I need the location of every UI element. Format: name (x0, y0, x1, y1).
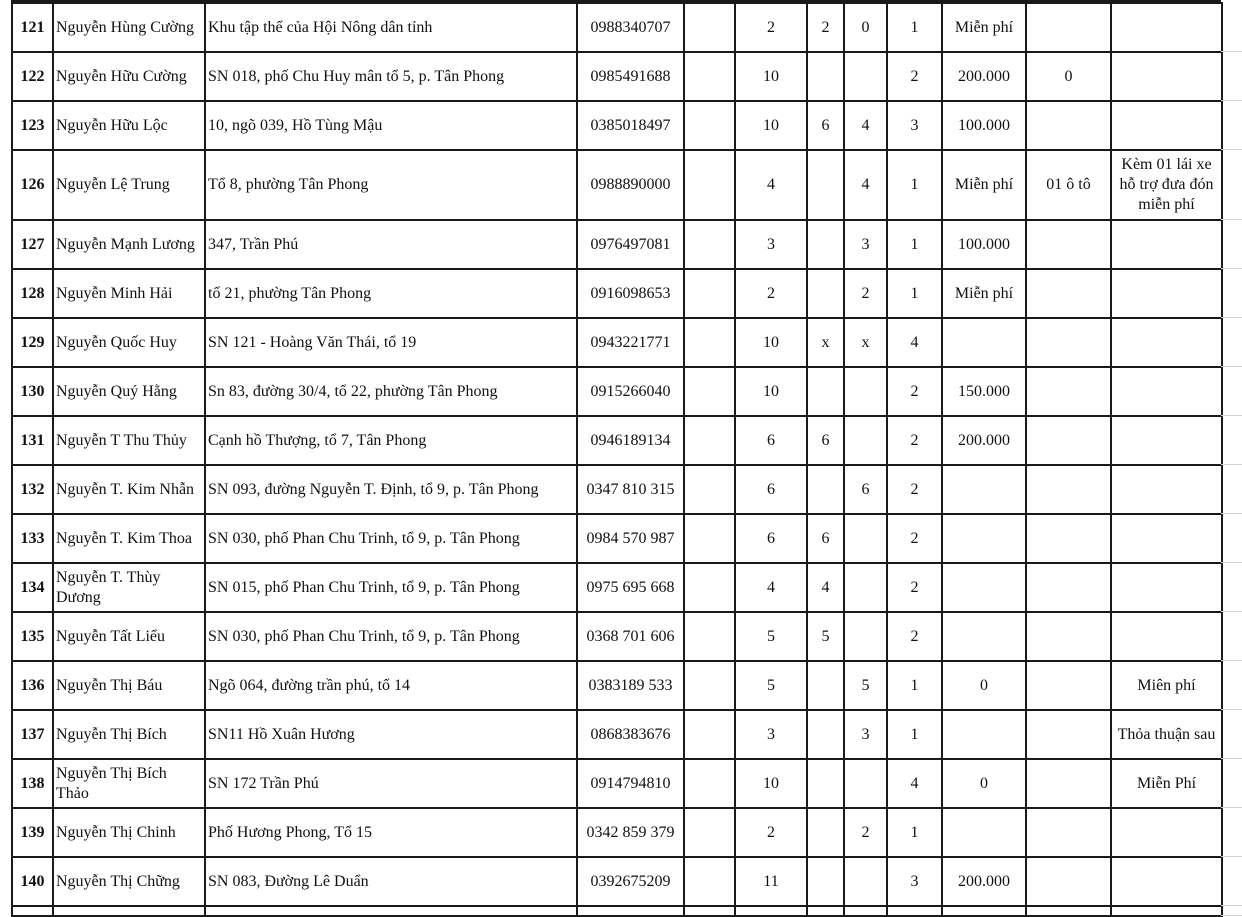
cell-phone[interactable]: 0385018497 (577, 101, 684, 150)
cell-col9[interactable]: 1 (887, 710, 942, 759)
cell-price[interactable]: 0 (942, 759, 1026, 808)
cell-col8[interactable] (844, 514, 887, 563)
cell-price[interactable]: Miễn phí (942, 269, 1026, 318)
cell-col7[interactable] (807, 150, 844, 220)
cell-col5[interactable] (684, 563, 735, 612)
table-row (12, 367, 1222, 416)
gridline (1221, 464, 1242, 465)
cell-no[interactable]: 136 (12, 661, 53, 710)
cell-address[interactable]: SN 030, phố Phan Chu Trinh, tổ 9, p. Tân Phong (205, 514, 577, 563)
cell-address[interactable]: SN11 Hồ Xuân Hương (205, 710, 577, 759)
cell-note[interactable] (1111, 612, 1222, 661)
cell-name[interactable]: Nguyễn Minh Hải (53, 269, 205, 318)
cell-no[interactable]: 140 (12, 857, 53, 906)
gridline (1221, 51, 1242, 52)
cell-col7[interactable] (807, 759, 844, 808)
cell-col7[interactable]: 6 (807, 514, 844, 563)
table-row (12, 563, 1222, 612)
cell-col6[interactable]: 4 (735, 563, 807, 612)
cell-col8[interactable] (844, 759, 887, 808)
table-row (12, 269, 1222, 318)
cell-note[interactable] (1111, 563, 1222, 612)
cell-col6[interactable]: 10 (735, 52, 807, 101)
cell-phone[interactable]: 0985491688 (577, 52, 684, 101)
cell-no[interactable]: 123 (12, 101, 53, 150)
cell-address[interactable]: tổ 21, phường Tân Phong (205, 269, 577, 318)
cell-note[interactable] (1111, 318, 1222, 367)
table-row (12, 416, 1222, 465)
cell-name[interactable]: Nguyễn Thị Bích Thảo (53, 759, 205, 808)
cell-col7[interactable]: x (807, 318, 844, 367)
cell-col5[interactable] (684, 759, 735, 808)
gridline (1221, 366, 1242, 367)
cell-col5[interactable] (684, 269, 735, 318)
cell-col11[interactable] (1026, 101, 1111, 150)
cell-col6[interactable]: 3 (735, 710, 807, 759)
cell-phone[interactable]: 0988890000 (577, 150, 684, 220)
cell-note[interactable]: Miễn Phí (1111, 759, 1222, 808)
cell-col6[interactable]: 10 (735, 318, 807, 367)
cell-col8[interactable]: 2 (844, 269, 887, 318)
cell-price[interactable] (942, 514, 1026, 563)
cell-address[interactable]: 347, Trần Phú (205, 220, 577, 269)
cell-price[interactable]: 150.000 (942, 367, 1026, 416)
cell-phone[interactable]: 0988340707 (577, 3, 684, 52)
cell-name[interactable]: Nguyễn Thị Chững (53, 857, 205, 906)
cell-col11[interactable] (1026, 318, 1111, 367)
cell-no[interactable]: 137 (12, 710, 53, 759)
cell-col6[interactable]: 2 (735, 3, 807, 52)
cell-note[interactable] (1111, 269, 1222, 318)
cell-price[interactable]: 100.000 (942, 220, 1026, 269)
cell-col9[interactable]: 2 (887, 52, 942, 101)
cell-phone[interactable]: 0392675209 (577, 857, 684, 906)
cell-address[interactable]: SN 172 Trần Phú (205, 759, 577, 808)
cell-col6[interactable]: 3 (735, 220, 807, 269)
cell-no[interactable]: 135 (12, 612, 53, 661)
cell-name[interactable]: Nguyễn T. Kim Thoa (53, 514, 205, 563)
cell-col5[interactable] (684, 150, 735, 220)
cell-price[interactable]: 200.000 (942, 857, 1026, 906)
cell-col9[interactable]: 2 (887, 367, 942, 416)
cell-col6[interactable]: 10 (735, 759, 807, 808)
cell-col7[interactable]: 6 (807, 416, 844, 465)
cell-col11[interactable] (1026, 514, 1111, 563)
cell-col11[interactable] (1026, 661, 1111, 710)
cell-name[interactable]: Nguyễn T. Kim Nhẫn (53, 465, 205, 514)
cell-col7[interactable]: 5 (807, 612, 844, 661)
cell-col6[interactable]: 11 (735, 857, 807, 906)
gridline (1221, 905, 1242, 906)
cell-name[interactable]: Nguyễn Thị Báu (53, 661, 205, 710)
cell-col6[interactable]: 4 (735, 150, 807, 220)
cell-phone[interactable]: 0868383676 (577, 710, 684, 759)
cell-phone[interactable]: 0975 695 668 (577, 563, 684, 612)
cell-col7[interactable] (807, 220, 844, 269)
cell-phone[interactable]: 0976497081 (577, 220, 684, 269)
cell-col7[interactable] (807, 661, 844, 710)
cell-col11[interactable] (1026, 612, 1111, 661)
cell-col5[interactable] (684, 857, 735, 906)
cell-note[interactable] (1111, 367, 1222, 416)
cell-col8[interactable] (844, 612, 887, 661)
cell-price[interactable]: 200.000 (942, 416, 1026, 465)
cell-name[interactable]: Nguyễn Lệ Trung (53, 150, 205, 220)
cell-price[interactable] (942, 465, 1026, 514)
cell-address[interactable]: SN 083, Đường Lê Duẩn (205, 857, 577, 906)
cell-price[interactable]: 100.000 (942, 101, 1026, 150)
cell-col6[interactable]: 5 (735, 661, 807, 710)
cell-note[interactable] (1111, 465, 1222, 514)
cell-no[interactable]: 121 (12, 3, 53, 52)
cell-col7[interactable] (807, 269, 844, 318)
table-row (12, 710, 1222, 759)
cell-col11[interactable] (1026, 857, 1111, 906)
cell-address[interactable]: SN 030, phố Phan Chu Trinh, tổ 9, p. Tân Phong (205, 612, 577, 661)
cell-col5[interactable] (684, 52, 735, 101)
table-row (12, 857, 1222, 906)
cell-col11[interactable] (1026, 808, 1111, 857)
cell-col5[interactable] (684, 661, 735, 710)
cell-col8[interactable] (844, 52, 887, 101)
cell-price[interactable]: Miễn phí (942, 150, 1026, 220)
cell-col5[interactable] (684, 367, 735, 416)
cell-col7[interactable] (807, 465, 844, 514)
cell-col11[interactable]: 01 ô tô (1026, 150, 1111, 220)
cell-address[interactable]: SN 093, đường Nguyễn T. Định, tổ 9, p. Tân Phong (205, 465, 577, 514)
cell-col5[interactable] (684, 416, 735, 465)
cell-name[interactable]: Nguyễn Quốc Huy (53, 318, 205, 367)
cell-col8[interactable]: 4 (844, 150, 887, 220)
gridline (1221, 807, 1242, 808)
cell-name[interactable]: Nguyễn Hùng Cường (53, 3, 205, 52)
cell-no[interactable]: 129 (12, 318, 53, 367)
cell-col11[interactable] (1026, 416, 1111, 465)
cell-col9[interactable]: 1 (887, 150, 942, 220)
cell-address[interactable]: Phố Hương Phong, Tổ 15 (205, 808, 577, 857)
table-body (12, 3, 1222, 916)
cell-col5[interactable] (684, 612, 735, 661)
cell-note[interactable]: Kèm 01 lái xe hỗ trợ đưa đón miễn phí (1111, 150, 1222, 220)
cell-note[interactable] (1111, 3, 1222, 52)
cell-phone[interactable]: 0383189 533 (577, 661, 684, 710)
cell-phone[interactable]: 0347 810 315 (577, 465, 684, 514)
cell-name[interactable]: Nguyễn T. Thùy Dương (53, 563, 205, 612)
gridline (1221, 219, 1242, 220)
cell-col9[interactable]: 1 (887, 661, 942, 710)
cell-col8[interactable] (844, 416, 887, 465)
cell-phone[interactable]: 0943221771 (577, 318, 684, 367)
cell-col6[interactable]: 10 (735, 101, 807, 150)
cell-no[interactable]: 127 (12, 220, 53, 269)
gridline (1221, 268, 1242, 269)
cell-col11[interactable] (1026, 220, 1111, 269)
cell-price[interactable] (942, 563, 1026, 612)
gridline (1221, 100, 1242, 101)
cell-col11[interactable]: 0 (1026, 52, 1111, 101)
cell-col9[interactable]: 2 (887, 563, 942, 612)
table-row (12, 52, 1222, 101)
cell-col5[interactable] (684, 710, 735, 759)
cell-col9[interactable]: 4 (887, 759, 942, 808)
cell-address[interactable]: Tổ 8, phường Tân Phong (205, 150, 577, 220)
cell-col8[interactable] (844, 857, 887, 906)
cell-address[interactable]: Ngõ 064, đường trần phú, tổ 14 (205, 661, 577, 710)
cell-note[interactable] (1111, 857, 1222, 906)
cell-col8[interactable]: 4 (844, 101, 887, 150)
cell-col7[interactable]: 2 (807, 3, 844, 52)
gridline (1221, 915, 1242, 916)
cell-col9[interactable]: 1 (887, 220, 942, 269)
cell-name[interactable]: Nguyễn Thị Bích (53, 710, 205, 759)
cell-col11[interactable] (1026, 710, 1111, 759)
cell-col5[interactable] (684, 514, 735, 563)
cell-col5[interactable] (684, 3, 735, 52)
table-row (12, 661, 1222, 710)
cell-name[interactable]: Nguyễn Tất Liểu (53, 612, 205, 661)
cell-col7[interactable]: 4 (807, 563, 844, 612)
cell-phone[interactable]: 0914794810 (577, 759, 684, 808)
table-row (12, 808, 1222, 857)
cell-no[interactable]: 133 (12, 514, 53, 563)
cell-name[interactable]: Nguyễn Mạnh Lương (53, 220, 205, 269)
gridline (1221, 415, 1242, 416)
cell-phone[interactable]: 0342 859 379 (577, 808, 684, 857)
cell-name[interactable]: Nguyễn Hữu Lộc (53, 101, 205, 150)
table-row (12, 220, 1222, 269)
cell-col9[interactable]: 1 (887, 3, 942, 52)
gridline (1221, 856, 1242, 857)
cell-col8[interactable]: 6 (844, 465, 887, 514)
cell-col9[interactable]: 2 (887, 416, 942, 465)
cell-note[interactable]: Thỏa thuận sau (1111, 710, 1222, 759)
cell-address[interactable]: Khu tập thể của Hội Nông dân tỉnh (205, 3, 577, 52)
cell-col6[interactable]: 2 (735, 269, 807, 318)
cell-col9[interactable]: 3 (887, 857, 942, 906)
cell-name[interactable]: Nguyễn Hữu Cường (53, 52, 205, 101)
cell-no[interactable]: 130 (12, 367, 53, 416)
table-row (12, 3, 1222, 52)
gridline (1221, 660, 1242, 661)
cell-phone[interactable]: 0984 570 987 (577, 514, 684, 563)
gridline (1221, 513, 1242, 514)
cell-note[interactable] (1111, 808, 1222, 857)
cell-address[interactable]: SN 015, phố Phan Chu Trinh, tổ 9, p. Tân Phong (205, 563, 577, 612)
cell-col11[interactable] (1026, 465, 1111, 514)
cell-col5[interactable] (684, 318, 735, 367)
table-row (12, 318, 1222, 367)
gridline (1221, 611, 1242, 612)
cell-col5[interactable] (684, 220, 735, 269)
cell-col7[interactable] (807, 808, 844, 857)
table-row (12, 101, 1222, 150)
cell-col9[interactable]: 4 (887, 318, 942, 367)
cell-col8[interactable] (844, 563, 887, 612)
gridline (1221, 562, 1242, 563)
cell-phone[interactable]: 0916098653 (577, 269, 684, 318)
table-row (12, 612, 1222, 661)
cell-col7[interactable] (807, 710, 844, 759)
cell-no[interactable]: 139 (12, 808, 53, 857)
cell-note[interactable] (1111, 52, 1222, 101)
cell-price[interactable] (942, 710, 1026, 759)
cell-address[interactable]: 10, ngõ 039, Hồ Tùng Mậu (205, 101, 577, 150)
gridline (1221, 758, 1242, 759)
cell-name[interactable]: Nguyễn Thị Chinh (53, 808, 205, 857)
cell-col7[interactable] (807, 857, 844, 906)
cell-col5[interactable] (684, 465, 735, 514)
table-row (12, 150, 1222, 220)
cell-note[interactable] (1111, 514, 1222, 563)
cell-col11[interactable] (1026, 3, 1111, 52)
cell-col5[interactable] (684, 808, 735, 857)
cell-col8[interactable]: 0 (844, 3, 887, 52)
cell-col6[interactable]: 2 (735, 808, 807, 857)
cell-name[interactable]: Nguyễn Quý Hằng (53, 367, 205, 416)
cell-no[interactable]: 128 (12, 269, 53, 318)
cell-col11[interactable] (1026, 367, 1111, 416)
cell-col6[interactable]: 6 (735, 416, 807, 465)
cell-no[interactable]: 126 (12, 150, 53, 220)
cell-col9[interactable]: 2 (887, 514, 942, 563)
cell-note[interactable] (1111, 101, 1222, 150)
cell-col6[interactable]: 5 (735, 612, 807, 661)
cell-col6[interactable]: 10 (735, 367, 807, 416)
cell-col11[interactable] (1026, 563, 1111, 612)
cell-note[interactable]: Miên phí (1111, 661, 1222, 710)
cell-price[interactable] (942, 612, 1026, 661)
cell-col8[interactable]: x (844, 318, 887, 367)
cell-price[interactable] (942, 808, 1026, 857)
cell-col8[interactable]: 3 (844, 710, 887, 759)
cell-col9[interactable]: 1 (887, 808, 942, 857)
cell-col7[interactable] (807, 52, 844, 101)
cell-note[interactable] (1111, 416, 1222, 465)
cell-col8[interactable]: 5 (844, 661, 887, 710)
cell-col8[interactable]: 2 (844, 808, 887, 857)
cell-col9[interactable]: 1 (887, 269, 942, 318)
cell-phone[interactable]: 0915266040 (577, 367, 684, 416)
cell-no[interactable]: 138 (12, 759, 53, 808)
cell-col9[interactable]: 3 (887, 101, 942, 150)
cell-col9[interactable]: 2 (887, 612, 942, 661)
cell-col6[interactable]: 6 (735, 465, 807, 514)
accommodation-table (11, 2, 1223, 917)
cell-no[interactable]: 134 (12, 563, 53, 612)
table-row (12, 514, 1222, 563)
cell-col8[interactable] (844, 367, 887, 416)
cell-no[interactable]: 132 (12, 465, 53, 514)
cell-col6[interactable]: 6 (735, 514, 807, 563)
cell-no[interactable]: 122 (12, 52, 53, 101)
cell-address[interactable]: SN 018, phố Chu Huy mân tổ 5, p. Tân Phong (205, 52, 577, 101)
cell-col11[interactable] (1026, 269, 1111, 318)
cell-col8[interactable]: 3 (844, 220, 887, 269)
table-row (12, 759, 1222, 808)
cell-name[interactable]: Nguyễn T Thu Thủy (53, 416, 205, 465)
adjacent-empty-cells (1221, 0, 1242, 908)
gridline (1221, 709, 1242, 710)
gridline (1221, 317, 1242, 318)
cell-note[interactable] (1111, 220, 1222, 269)
cell-phone[interactable]: 0368 701 606 (577, 612, 684, 661)
gridline (1221, 149, 1242, 150)
cell-price[interactable]: 0 (942, 661, 1026, 710)
cell-price[interactable] (942, 318, 1026, 367)
table-row (12, 465, 1222, 514)
cell-address[interactable]: Sn 83, đường 30/4, tổ 22, phường Tân Phong (205, 367, 577, 416)
cell-col7[interactable]: 6 (807, 101, 844, 150)
cell-col5[interactable] (684, 101, 735, 150)
cell-no[interactable]: 131 (12, 416, 53, 465)
cell-address[interactable]: Cạnh hồ Thượng, tổ 7, Tân Phong (205, 416, 577, 465)
cell-price[interactable]: 200.000 (942, 52, 1026, 101)
cell-col9[interactable]: 2 (887, 465, 942, 514)
cell-col7[interactable] (807, 367, 844, 416)
cell-phone[interactable]: 0946189134 (577, 416, 684, 465)
cell-col11[interactable] (1026, 759, 1111, 808)
cell-address[interactable]: SN 121 - Hoàng Văn Thái, tổ 19 (205, 318, 577, 367)
cell-price[interactable]: Miễn phí (942, 3, 1026, 52)
